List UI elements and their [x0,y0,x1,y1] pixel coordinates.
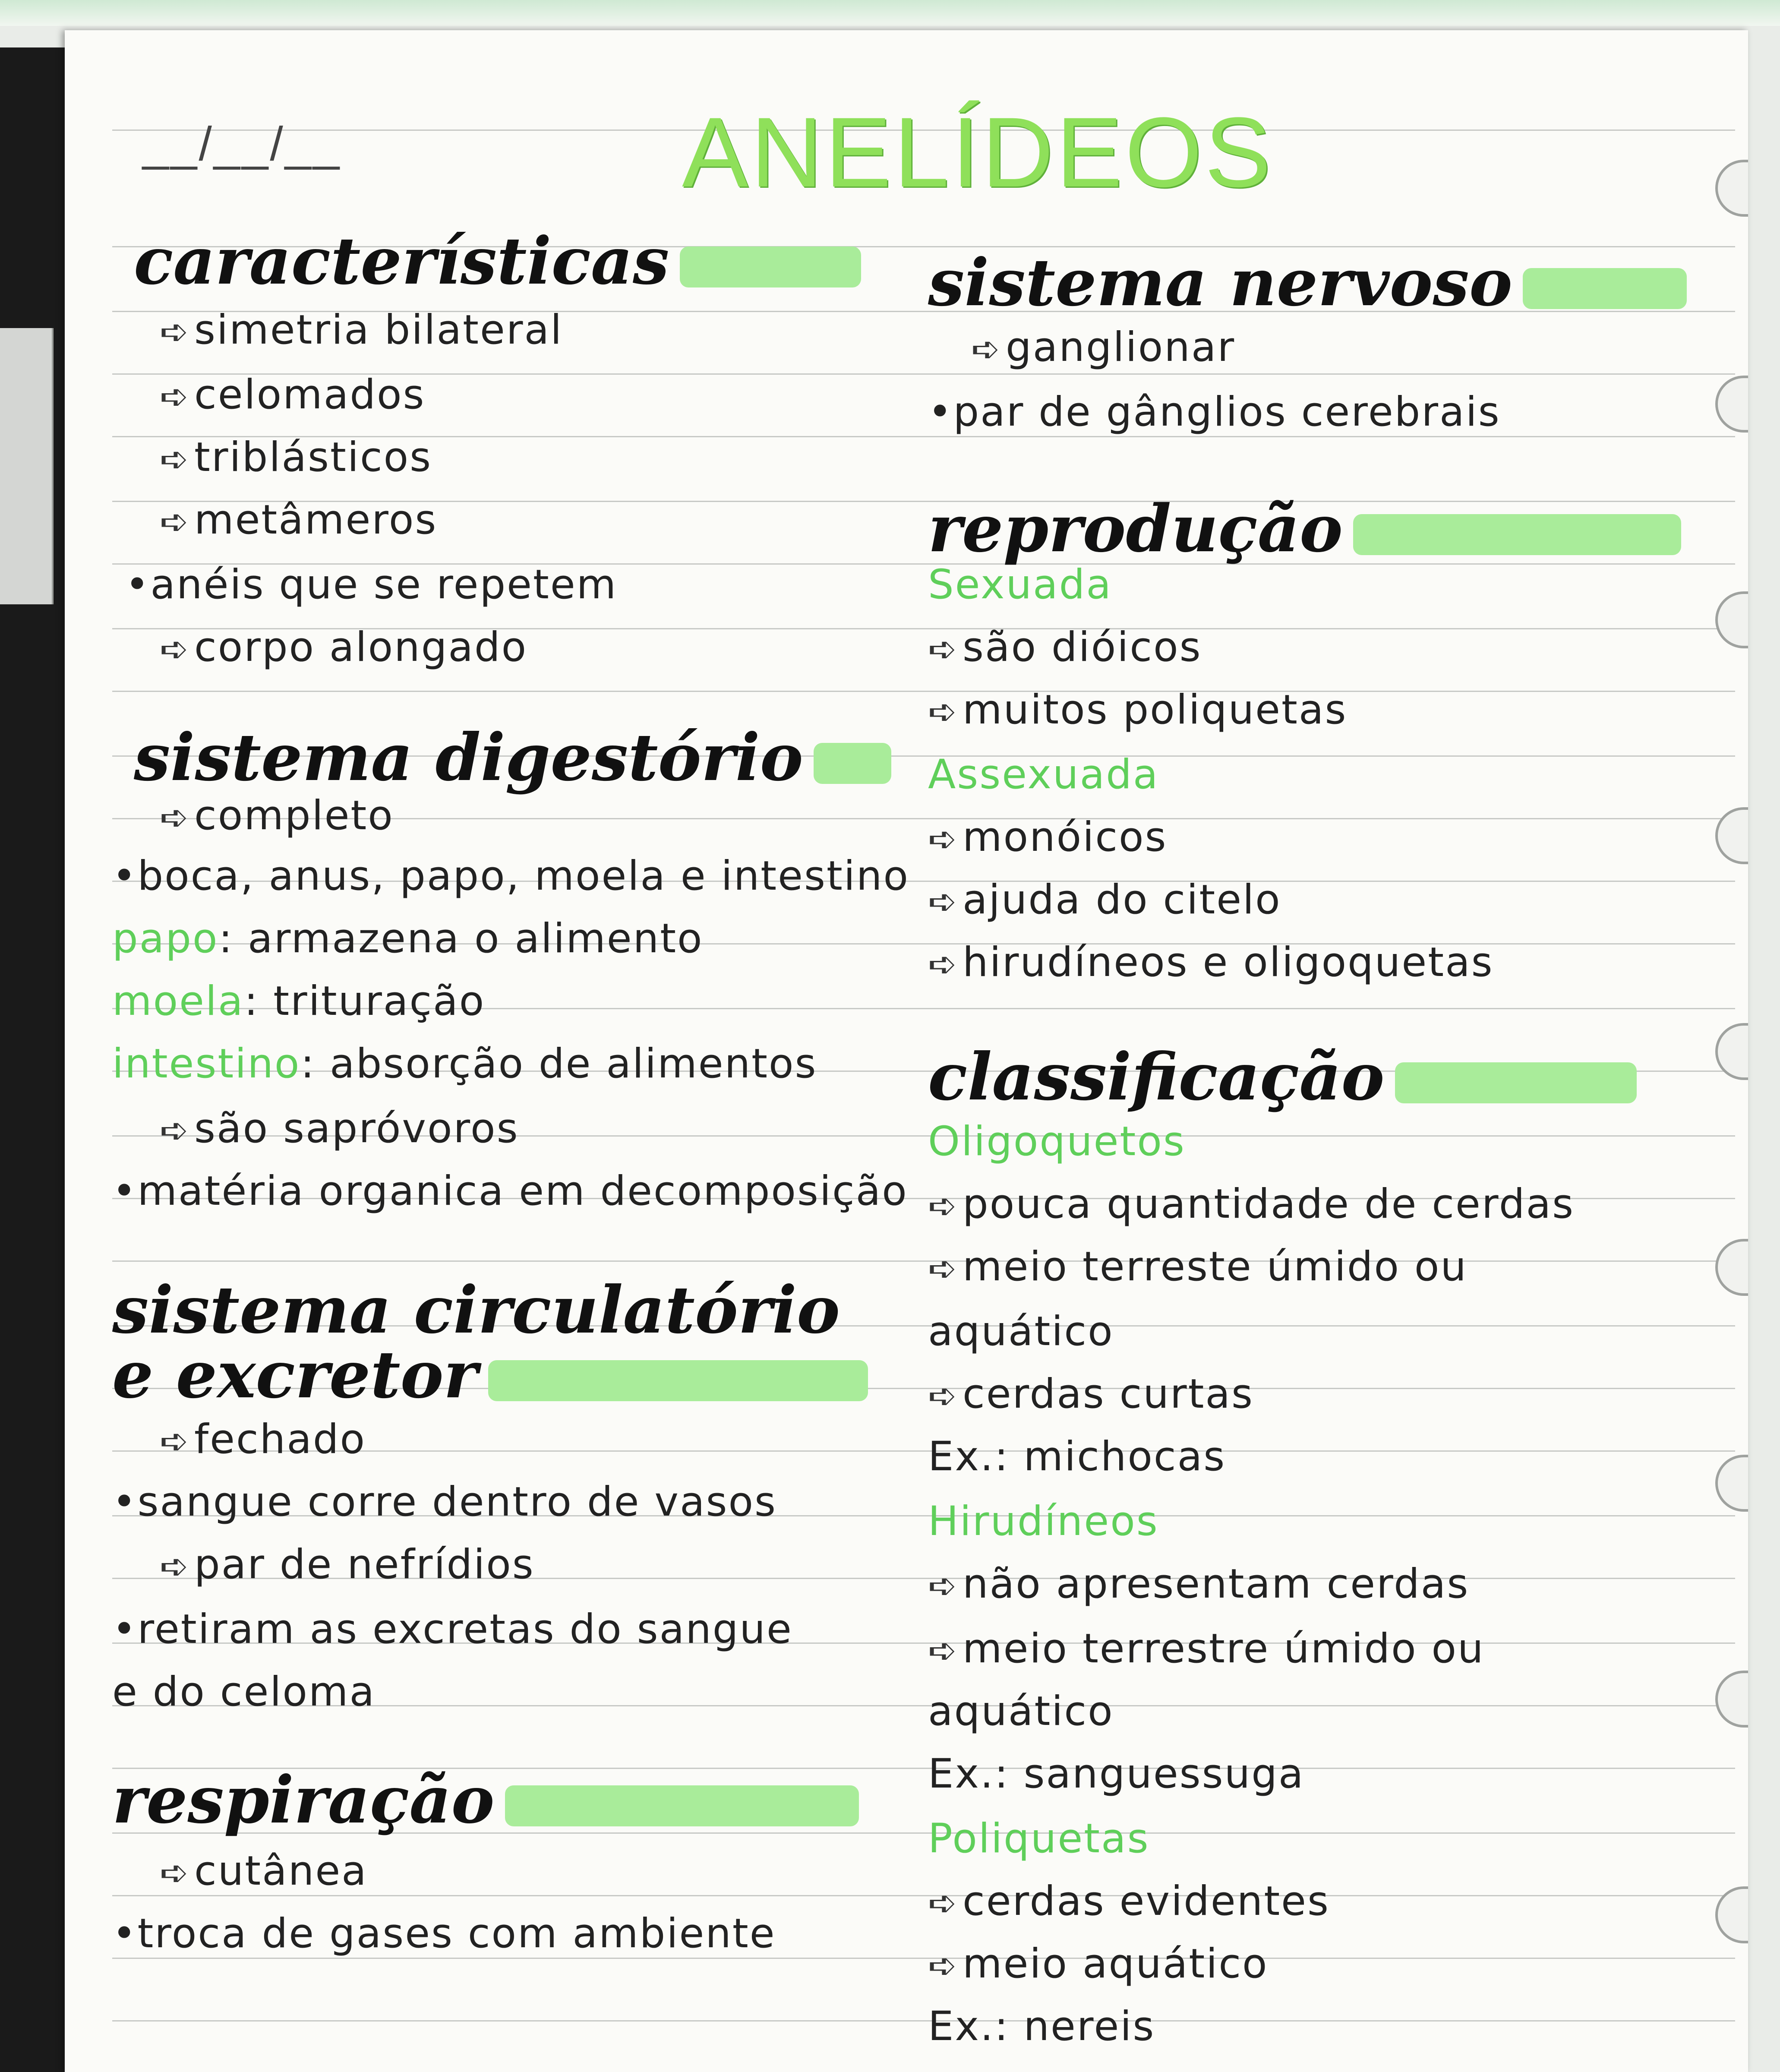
arrow-bullet-icon: ➪ [160,312,190,352]
ruled-line [112,2020,1735,2021]
list-item: •matéria organica em decomposição [112,1168,908,1215]
arrow-bullet-icon: ➪ [928,1946,959,1986]
dot-bullet-icon: • [112,853,138,900]
arrow-bullet-icon: ➪ [928,692,959,732]
heading-respiracao: respiração [112,1763,859,1837]
highlighter-mark [1395,1062,1637,1103]
list-item: ➪ completo [160,792,394,839]
date-field: __/__/__ [142,117,341,171]
list-item: ➪ cutânea [160,1848,368,1895]
list-item: ➪ muitos poliquetas [928,686,1348,733]
arrow-bullet-icon: ➪ [928,1376,959,1416]
binder-ring [1715,1455,1748,1512]
list-item: Oligoquetos [928,1118,1186,1165]
list-item: ➪ pouca quantidade de cerdas [928,1181,1575,1228]
list-item: ➪ corpo alongado [160,624,528,671]
list-item: ➪ celomados [160,371,426,418]
highlighter-mark [814,743,891,784]
ruled-line [112,1958,1735,1959]
list-item: Sexuada [928,561,1112,608]
list-item: Hirudíneos [928,1498,1159,1545]
list-item: ➪ cerdas curtas [928,1371,1254,1418]
scan-edge [0,0,1780,26]
binder-ring [1715,807,1748,864]
notebook-page [65,30,1748,2072]
list-item: ➪ ganglionar [971,324,1236,371]
dot-bullet-icon: • [112,1478,138,1526]
list-item: ➪ ajuda do citelo [928,876,1281,923]
heading-digestorio: sistema digestório [134,721,891,794]
list-item: intestino: absorção de alimentos [112,1040,817,1087]
arrow-bullet-icon: ➪ [928,1248,959,1289]
list-item: ➪ cerdas evidentes [928,1878,1330,1925]
list-item: moela: trituração [112,978,486,1025]
heading-reproducao: reprodução [928,492,1681,565]
arrow-bullet-icon: ➪ [160,797,190,837]
list-item: •sangue corre dentro de vasos [112,1478,777,1526]
highlighter-mark [505,1785,859,1826]
list-item: aquático [928,1688,1114,1735]
dot-bullet-icon: • [125,561,151,608]
list-item: ➪ meio terreste úmido ou [928,1243,1468,1290]
list-item: e do celoma [112,1668,376,1715]
arrow-bullet-icon: ➪ [160,502,190,542]
highlighter-mark [680,246,861,287]
list-item: •troca de gases com ambiente [112,1910,776,1957]
list-item: ➪ meio aquático [928,1940,1269,1987]
binder-ring [1715,1239,1748,1296]
list-item: ➪ não apresentam cerdas [928,1560,1470,1608]
arrow-bullet-icon: ➪ [928,819,959,859]
list-item: ➪ monóicos [928,814,1168,861]
arrow-bullet-icon: ➪ [160,629,190,669]
arrow-bullet-icon: ➪ [928,1630,959,1671]
heading-caracteristicas: características [134,224,861,298]
arrow-bullet-icon: ➪ [160,1853,190,1893]
arrow-bullet-icon: ➪ [928,881,959,922]
binder-divider [0,328,54,604]
highlighter-mark [1353,514,1681,555]
arrow-bullet-icon: ➪ [971,329,1002,369]
list-item: ➪ triblásticos [160,434,432,481]
list-item: •anéis que se repetem [125,561,618,608]
binder-ring [1715,160,1748,217]
list-item: ➪ são sapróvoros [160,1105,519,1152]
arrow-bullet-icon: ➪ [928,1883,959,1923]
heading-circulatorio-line2: e excretor [112,1338,868,1412]
dot-bullet-icon: • [928,388,953,436]
list-item: Ex.: sanguessuga [928,1750,1305,1797]
list-item: ➪ meio terrestre úmido ou [928,1625,1485,1672]
list-item: •par de gânglios cerebrais [928,388,1501,436]
arrow-bullet-icon: ➪ [160,439,190,479]
list-item: ➪ fechado [160,1416,366,1463]
highlighter-mark [488,1360,868,1401]
binder-ring [1715,376,1748,433]
heading-circulatorio: sistema circulatório [112,1272,840,1348]
list-item: ➪ metâmeros [160,496,438,543]
arrow-bullet-icon: ➪ [928,1186,959,1226]
arrow-bullet-icon: ➪ [160,1110,190,1150]
heading-nervoso: sistema nervoso [928,246,1687,319]
list-item: Assexuada [928,751,1159,798]
dot-bullet-icon: • [112,1606,138,1653]
list-item: Poliquetas [928,1815,1150,1862]
list-item: ➪ hirudíneos e oligoquetas [928,939,1494,986]
list-item: ➪ par de nefrídios [160,1541,535,1588]
ruled-line [112,691,1735,692]
arrow-bullet-icon: ➪ [160,376,190,417]
list-item: ➪ são dióicos [928,624,1202,671]
list-item: ➪ simetria bilateral [160,306,563,354]
heading-classificacao: classificação [928,1040,1637,1114]
dot-bullet-icon: • [112,1168,138,1215]
list-item: papo: armazena o alimento [112,915,704,962]
list-item: Ex.: nereis [928,2003,1155,2050]
dot-bullet-icon: • [112,1910,138,1957]
highlighter-mark [1523,268,1687,309]
arrow-bullet-icon: ➪ [928,944,959,984]
arrow-bullet-icon: ➪ [160,1421,190,1461]
list-item: Ex.: michocas [928,1433,1226,1480]
list-item: aquático [928,1308,1114,1355]
list-item: •retiram as excretas do sangue [112,1606,793,1653]
binder-ring [1715,591,1748,648]
binder-ring [1715,1671,1748,1728]
arrow-bullet-icon: ➪ [160,1546,190,1586]
ruled-line [112,1260,1735,1262]
list-item: •boca, anus, papo, moela e intestino [112,853,910,900]
arrow-bullet-icon: ➪ [928,1566,959,1606]
arrow-bullet-icon: ➪ [928,629,959,669]
page-title: ANELÍDEOS [682,97,1274,208]
